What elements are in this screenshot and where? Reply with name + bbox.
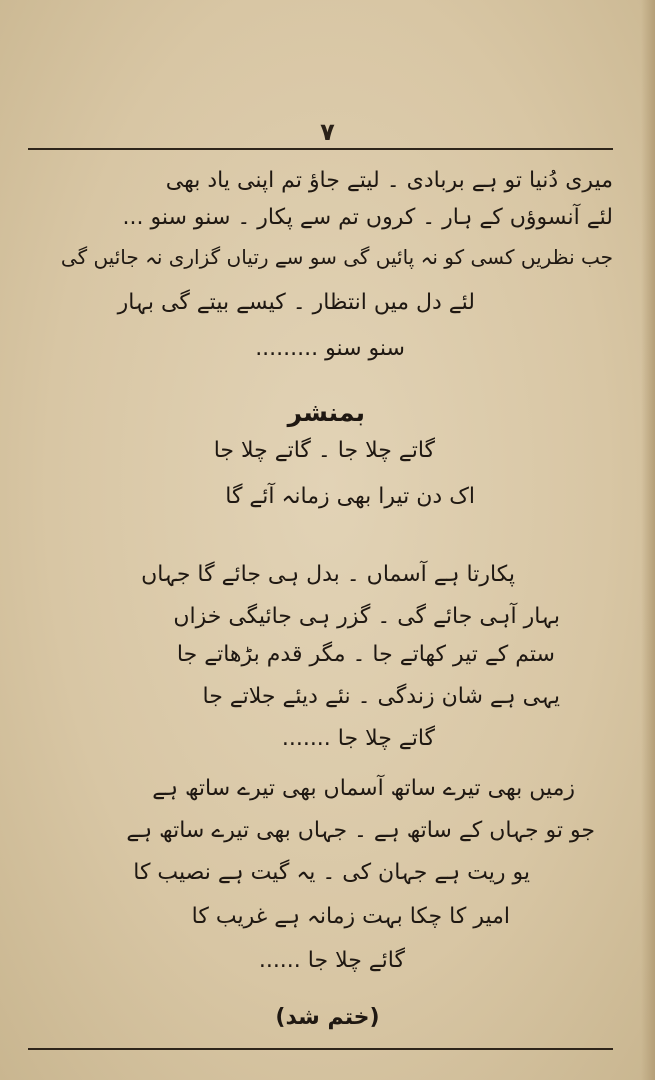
chorus-line-2: اک دن تیرا بھی زمانہ آئے گا (225, 484, 475, 509)
verse-line-2: لئے آنسوؤں کے ہار ۔ کروں تم سے پکار ۔ سنو سنو ... (122, 205, 613, 230)
verse-line-6: پکارتا ہے آسماں ۔ بدل ہی جائے گا جہاں (141, 562, 515, 587)
verse-line-11: زمیں بھی تیرے ساتھ آسماں بھی تیرے ساتھ ہے (152, 776, 575, 801)
end-marker: (ختم شد) (275, 1005, 380, 1030)
top-rule (28, 148, 613, 150)
verse-line-13: یو ریت ہے جہان کی ۔ یہ گیت ہے نصیب کا (133, 860, 530, 885)
chorus-line-1: گاتے چلا جا ۔ گاتے چلا جا (213, 438, 435, 463)
verse-line-7: بہار آہی جائے گی ۔ گزر ہی جائیگی خزاں (173, 604, 560, 629)
page-edge-shadow (641, 0, 655, 1080)
verse-line-8: ستم کے تیر کھاتے جا ۔ مگر قدم بڑھاتے جا (176, 642, 555, 667)
verse-line-12: جو تو جہاں کے ساتھ ہے ۔ جہاں بھی تیرے ساتھ ہے (126, 818, 595, 843)
verse-line-9: یہی ہے شان زندگی ۔ نئے دیئے جلاتے جا (202, 684, 560, 709)
page-number: ۷ (320, 118, 335, 146)
verse-line-3: جب نظریں کسی کو نہ پائیں گی سو سے رتیاں گزاری نہ جائیں گی (60, 245, 613, 269)
bottom-rule (28, 1048, 613, 1050)
verse-line-5: سنو سنو ......... (255, 336, 405, 361)
verse-line-10: گاتے چلا جا ....... (281, 726, 435, 751)
verse-line-14: امیر کا چکا بہت زمانہ ہے غریب کا (191, 904, 510, 929)
verse-line-1: میری دُنیا تو ہے بربادی ۔ لیتے جاؤ تم اپنی یاد بھی (165, 168, 613, 193)
section-heading: بمنشر (287, 398, 365, 427)
verse-line-15: گائے چلا جا ...... (258, 948, 405, 973)
verse-line-4: لئے دل میں انتظار ۔ کیسے بیتے گی بہار (117, 290, 475, 315)
